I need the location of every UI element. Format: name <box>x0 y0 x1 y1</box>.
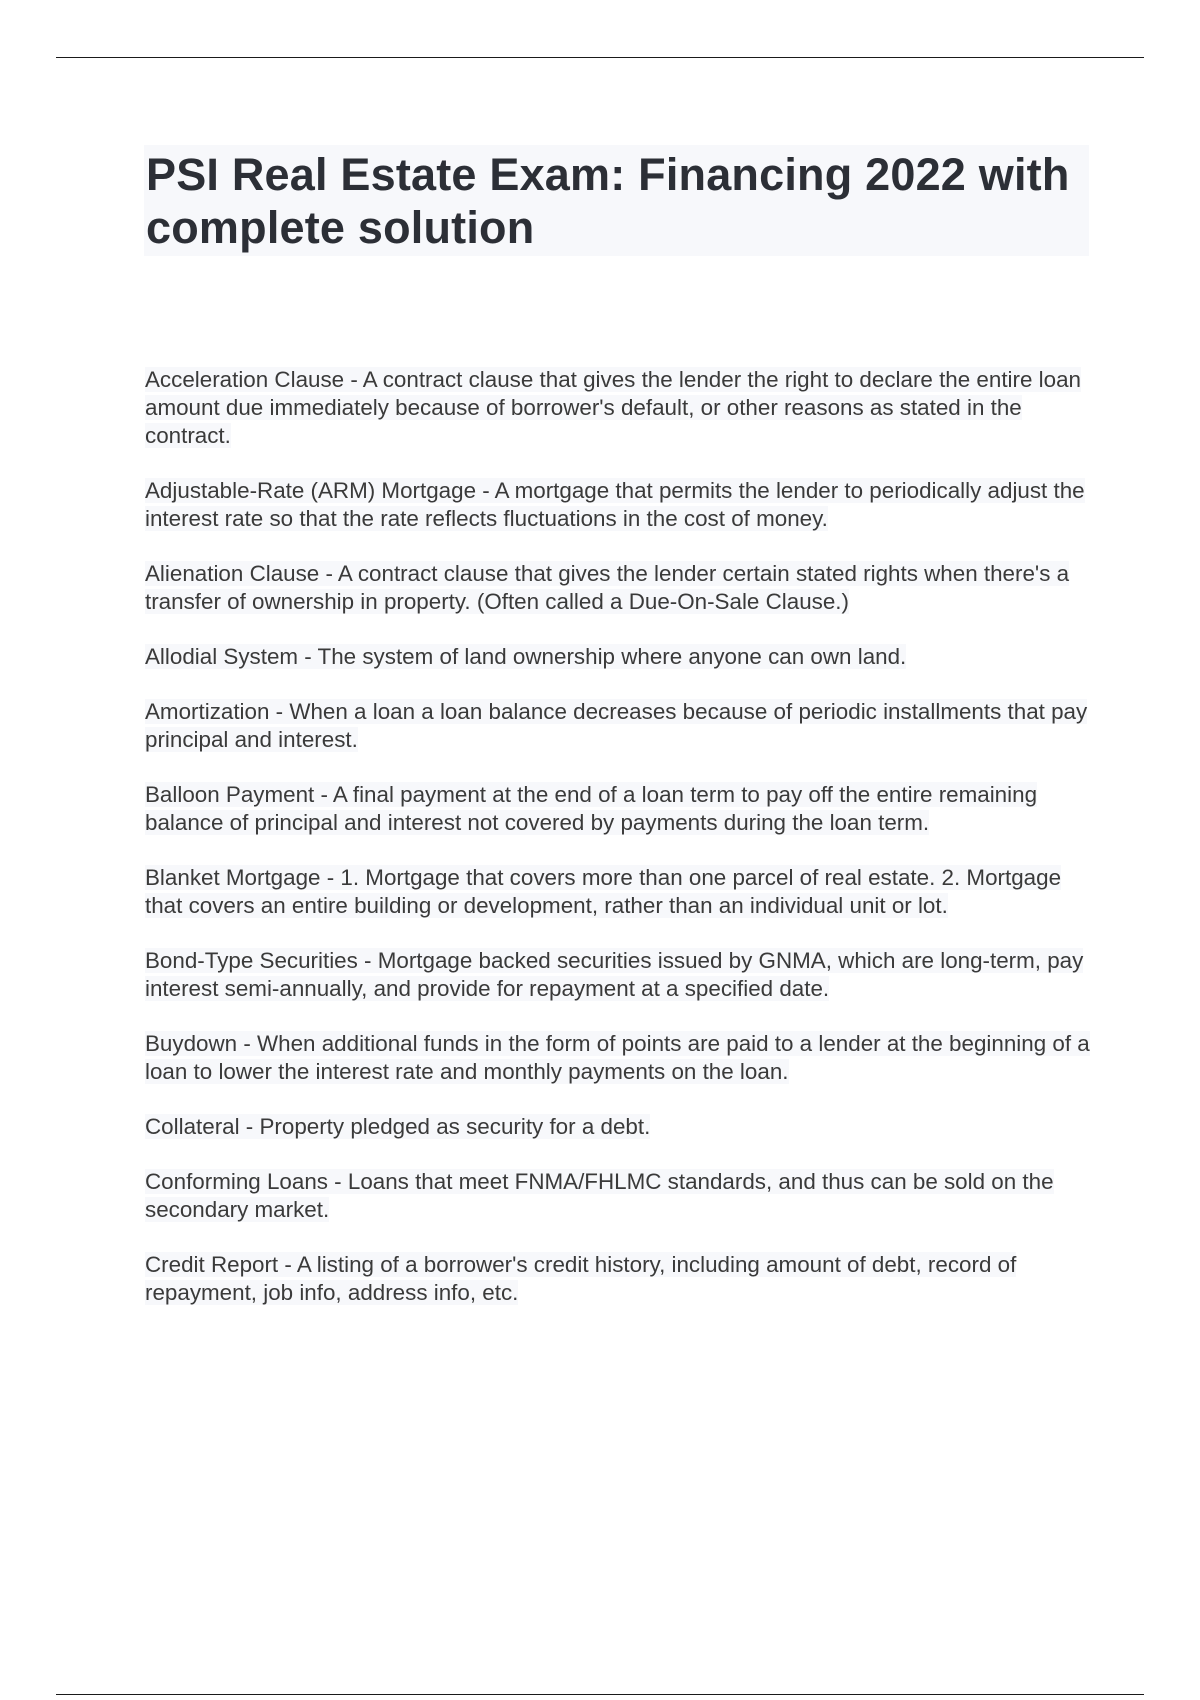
glossary-entry-text: Acceleration Clause - A contract clause that gives the lender the right to declare the entire loan amount due immediately because of borrower's default, or other reasons as stated in the contract. <box>145 367 1081 448</box>
bottom-divider <box>56 1694 1144 1695</box>
glossary-entry-text: Balloon Payment - A final payment at the end of a loan term to pay off the entire remaining balance of principal and interest not covered by payments during the loan term. <box>145 782 1038 835</box>
glossary-entry <box>145 1168 1095 1224</box>
glossary-entry-text: Allodial System - The system of land ownership where anyone can own land. <box>145 644 907 669</box>
document-title: PSI Real Estate Exam: Financing 2022 with complete solution <box>146 149 1070 253</box>
glossary-entry-text: Credit Report - A listing of a borrower's credit history, including amount of debt, record of repayment, job info, address info, etc. <box>145 1252 1017 1305</box>
glossary-entry <box>145 643 1095 671</box>
glossary-entry-text: Adjustable-Rate (ARM) Mortgage - A mortgage that permits the lender to periodically adjust the interest rate so that the rate reflects fluctuations in the cost of money. <box>145 478 1085 531</box>
glossary-entry <box>145 864 1095 920</box>
glossary-entry <box>145 947 1095 1003</box>
glossary-entry-text: Buydown - When additional funds in the form of points are paid to a lender at the beginning of a loan to lower the interest rate and monthly payments on the loan. <box>145 1031 1090 1084</box>
glossary-entry-text: Conforming Loans - Loans that meet FNMA/FHLMC standards, and thus can be sold on the secondary market. <box>145 1169 1054 1222</box>
glossary-entry <box>145 1251 1095 1307</box>
glossary-entry <box>145 477 1095 533</box>
glossary-entry <box>145 698 1095 754</box>
glossary-entry-text: Alienation Clause - A contract clause that gives the lender certain stated rights when there's a transfer of ownership in property. (Often called a Due-On-Sale Clause.) <box>145 561 1070 614</box>
glossary-entry <box>145 560 1095 616</box>
glossary-entry-text: Amortization - When a loan a loan balance decreases because of periodic installments that pay principal and interest. <box>145 699 1088 752</box>
glossary-entry <box>145 781 1095 837</box>
glossary-entry <box>145 366 1095 450</box>
glossary-entry <box>145 1030 1095 1086</box>
glossary-entry-text: Collateral - Property pledged as security for a debt. <box>145 1114 651 1139</box>
title-block <box>144 145 1089 256</box>
glossary-entry-text: Blanket Mortgage - 1. Mortgage that covers more than one parcel of real estate. 2. Mortgage that covers an entire building or development, rather than an individual unit or lot. <box>145 865 1062 918</box>
glossary-list <box>145 366 1095 1334</box>
glossary-entry-text: Bond-Type Securities - Mortgage backed securities issued by GNMA, which are long-term, pay interest semi-annually, and provide for repayment at a specified date. <box>145 948 1084 1001</box>
top-divider <box>56 57 1144 58</box>
glossary-entry <box>145 1113 1095 1141</box>
